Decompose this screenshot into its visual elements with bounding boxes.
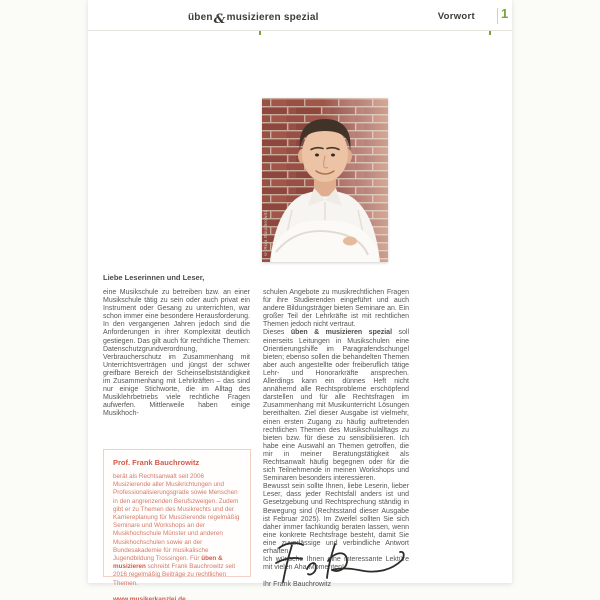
greeting: Liebe Leserinnen und Leser,: [103, 273, 205, 282]
bio-title: Prof. Frank Bauchrowitz: [113, 458, 200, 467]
header-rule-line: [88, 30, 512, 31]
magazine-page: [88, 0, 512, 600]
green-tick-mark-right: [489, 31, 491, 35]
bio-text: [113, 473, 241, 588]
header-divider-line: [497, 8, 498, 24]
ampersand-glyph: &: [213, 12, 226, 27]
portrait-photo: [262, 98, 388, 262]
photo-credit: © Rixa Bauchrowitz: [263, 209, 268, 256]
closing-line: Ihr Frank Bauchrowitz: [263, 581, 332, 589]
signature-image: [268, 538, 418, 588]
bio-text-part: schreibt Frank Bauchrowitz seit 2016 regelmäßig Beiträge zu rechtlichen Themen.: [113, 563, 236, 587]
article-paragraph: eine Musikschule zu betreiben bzw. an einer Musikschule tätig zu sein oder auch privat ein Instrument oder Gesang zu unterrichten, war schon immer eine besondere Herausforderung. In den vergangenen Jahren jedoch sind die Anforderungen in ihrer Komplexität deutlich gestiegen. Das gilt auch für rechtliche Themen: Datenschutzgrundverordnung, Verbraucherschutz im Zusammenhang mit Unterrichtsverträgen und jüngst der schwer greifbare Bereich der Scheinselbstständigkeit im Zusammenhang mit Lehrkräften – das sind nur einige Stichworte, die im Alltag des Musiklehrbetriebs viele rechtliche Fragen aufwerfen. Mittlerweile haben einige Musikhoch-: [103, 289, 250, 418]
website-link[interactable]: www.musikerkanzlei.de: [113, 595, 186, 600]
page-number: 1: [501, 6, 509, 21]
magazine-logo: [188, 9, 378, 27]
magazine-title-inline: üben & musizieren spezial: [290, 329, 393, 337]
article-paragraph: Ich wünsche Ihnen eine interessante Lektüre mit vielen Aha-Momenten!: [263, 556, 409, 572]
paragraph-text: Dieses: [263, 329, 291, 337]
article-paragraph: [263, 329, 409, 483]
bio-text-part: berät als Rechtsanwalt seit 2006 Musizierende aller Musikrichtungen und Professionalisierungsgrade sowie Menschen in den angrenzenden Berufszweigen. Zudem gibt er zu Themen des Musikrechts und der Karriereplanung für Musizierende regelmäßig Seminare und Workshops an der Musikhochschule Münster und anderen Musikhochschulen sowie an der Bundesakademie für musikalische Jugendbildung Trossingen. Für: [113, 473, 240, 563]
portrait-illustration: [262, 98, 388, 262]
article-paragraph: Bewusst sein sollte Ihnen, liebe Leserin, lieber Leser, dass jeder Rechtsfall anders ist und Gesetzgebung und Rechtsprechung ständig in Bewegung sind (Rechtsstand dieser Ausgabe ist Februar 2025). Im Zweifel sollten Sie sich daher immer fachkundig beraten lassen, wenn eine konkrete Rechtsfrage besteht, damit Sie eine zuverlässige und verbindliche Antwort erhalten.: [263, 483, 409, 555]
article-paragraph: schulen Angebote zu musikrechtlichen Fragen für ihre Studierenden eingeführt und auch andere Bildungsträger bieten Seminare an. Ein großer Teil der Lehrkräfte ist mit rechtlichen Themen jedoch nicht vertraut.: [263, 289, 409, 329]
article-column-left: [103, 289, 250, 419]
author-bio-box: [103, 449, 251, 600]
magazine-title-inline: üben & musizieren: [113, 555, 223, 571]
logo-part1: üben: [188, 12, 213, 23]
section-label: Vorwort: [437, 11, 475, 22]
logo-part2: musizieren spezial: [226, 12, 319, 23]
paragraph-text: soll einerseits Leitungen in Musikschulen eine Orientierungshilfe im Paragrafendschungel bieten; ebenso sollen die behandelten Themen aber auch angestellte oder freiberuflich tätige Lehr- und Honorarkräfte ansprechen. Allerdings kann ein dünnes Heft nicht annähernd alle Rechtsprobleme erschöpfend darstellen und für alle Rechtsfragen im Zusammenhang mit Musikunterricht Lösungen bereithalten. Ziel dieser Ausgabe ist vielmehr, einen ersten Zugang zu häufig auftretenden rechtlichen Themen des Musikschulalltags zu bieten bzw. für diese zu sensibilisieren. Ich habe eine Auswahl an Themen getroffen, die mir in meiner Beratungstätigkeit als Rechtsanwalt häufig begegnen oder für die sich Teilnehmende in meinen Workshops und Seminaren besonders interessieren.: [263, 329, 410, 483]
green-tick-mark-left: [259, 31, 261, 35]
